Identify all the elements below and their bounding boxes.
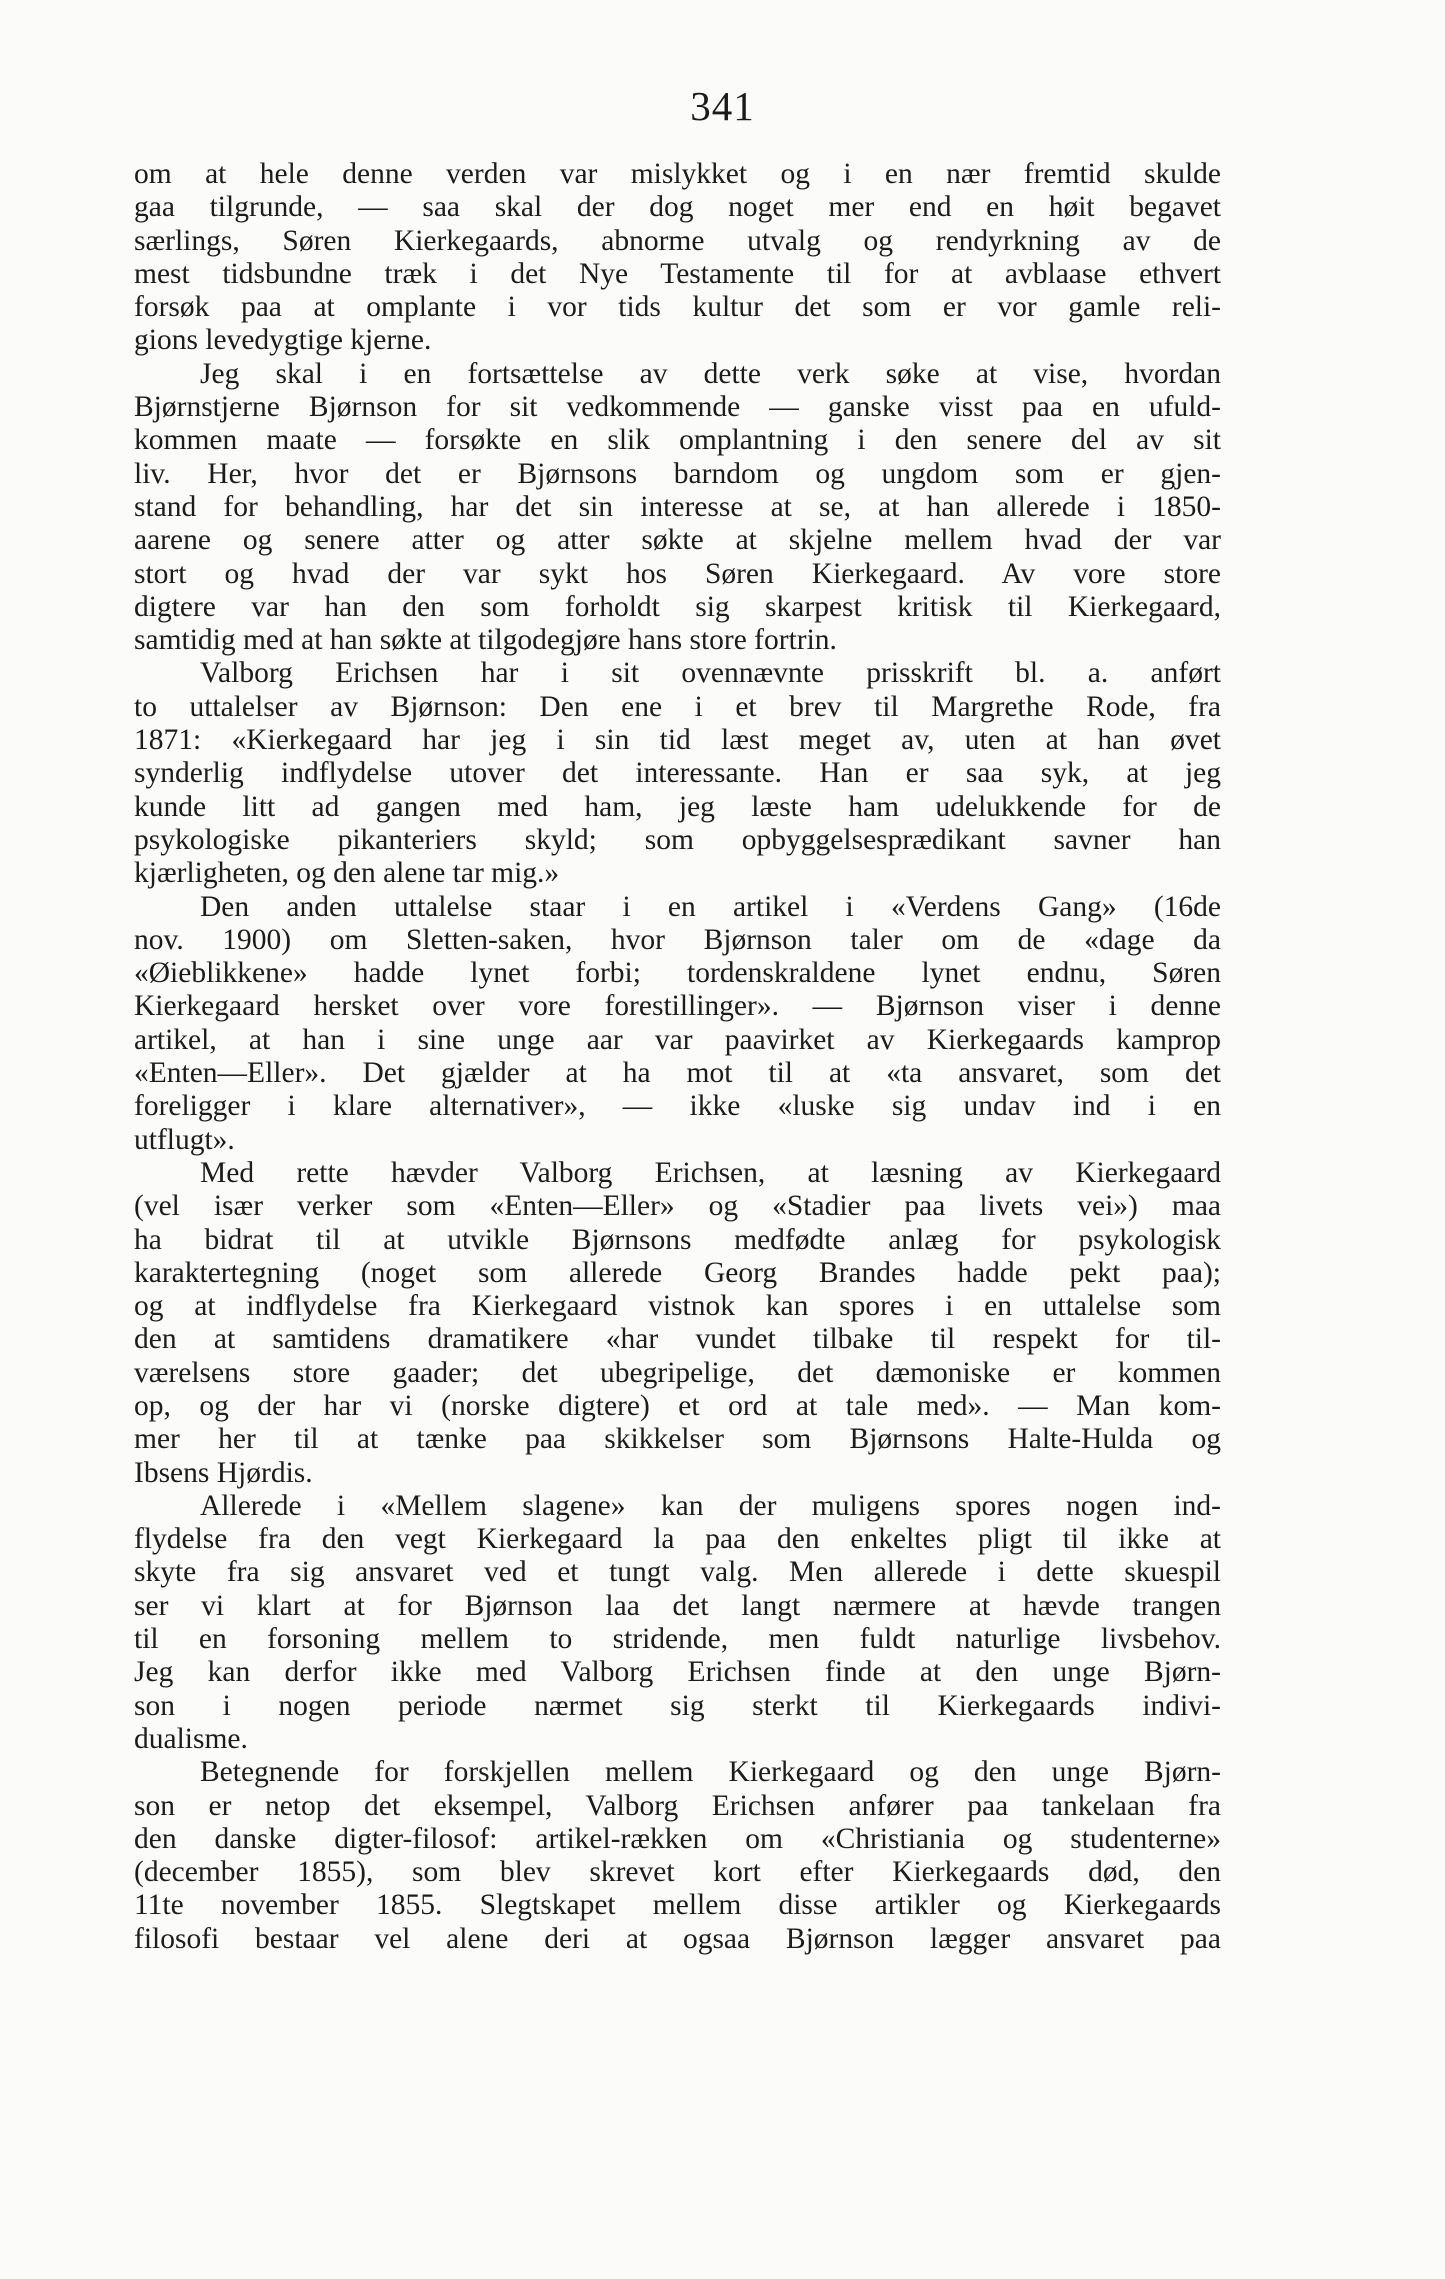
text-line: Med rette hævder Valborg Erichsen, at læsning av Kierkegaard (200, 1156, 1222, 1189)
text-line: artikel, at han i sine unge aar var paavirket av Kierkegaards kamprop (134, 1023, 1221, 1056)
text-line: den at samtidens dramatikere «har vundet tilbake til respekt for til- (134, 1323, 1221, 1356)
text-line: mest tidsbundne træk i det Nye Testamente til for at avblaase ethvert (134, 257, 1221, 290)
text-line: mer her til at tænke paa skikkelser som Bjørnsons Halte-Hulda og (134, 1423, 1221, 1456)
text-line: nov. 1900) om Sletten-saken, hvor Bjørnson taler om de «dage da (134, 923, 1221, 956)
text-line: filosofi bestaar vel alene deri at ogsaa Bjørnson lægger ansvaret paa (134, 1922, 1221, 1955)
body-text (134, 158, 1221, 1956)
text-line: samtidig med at han søkte at tilgodegjøre hans store fortrin. (134, 624, 837, 657)
text-line: stand for behandling, har det sin interesse at se, at han allerede i 1850- (134, 490, 1221, 523)
text-line: (december 1855), som blev skrevet kort efter Kierkegaards død, den (134, 1856, 1221, 1889)
text-line: forsøk paa at omplante i vor tids kultur det som er vor gamle reli- (134, 291, 1222, 324)
text-line: «Enten—Eller». Det gjælder at ha mot til at «ta ansvaret, som det (134, 1057, 1221, 1090)
text-line: kjærligheten, og den alene tar mig.» (134, 857, 560, 890)
text-line: flydelse fra den vegt Kierkegaard la paa den enkeltes pligt til ikke at (134, 1523, 1221, 1556)
text-line: dualisme. (134, 1722, 248, 1755)
text-line: utflugt». (134, 1123, 235, 1156)
text-line: synderlig indflydelse utover det interessante. Han er saa syk, at jeg (134, 757, 1221, 790)
text-line: Jeg kan derfor ikke med Valborg Erichsen finde at den unge Bjørn- (134, 1656, 1221, 1689)
text-line: 1871: «Kierkegaard har jeg i sin tid læst meget av, uten at han øvet (134, 724, 1221, 757)
text-line: særlings, Søren Kierkegaards, abnorme utvalg og rendyrkning av de (134, 224, 1221, 257)
text-line: op, og der har vi (norske digtere) et ord at tale med». — Man kom- (134, 1389, 1221, 1422)
text-line: son er netop det eksempel, Valborg Erichsen anfører paa tankelaan fra (134, 1789, 1221, 1822)
text-line: stort og hvad der var sykt hos Søren Kierkegaard. Av vore store (134, 557, 1222, 590)
text-line: Betegnende for forskjellen mellem Kierkegaard og den unge Bjørn- (200, 1756, 1221, 1789)
text-line: liv. Her, hvor det er Bjørnsons barndom og ungdom som er gjen- (134, 457, 1221, 490)
text-line: digtere var han den som forholdt sig skarpest kritisk til Kierkegaard, (134, 590, 1221, 623)
text-line: Valborg Erichsen har i sit ovennævnte prisskrift bl. a. anført (200, 657, 1221, 690)
text-line: to uttalelser av Bjørnson: Den ene i et brev til Margrethe Rode, fra (134, 690, 1221, 723)
text-line: til en forsoning mellem to stridende, men fuldt naturlige livsbehov. (134, 1623, 1221, 1656)
text-line: gaa tilgrunde, — saa skal der dog noget mer end en høit begavet (134, 191, 1221, 224)
text-line: den danske digter-filosof: artikel-rækken om «Christiania og studenterne» (134, 1822, 1221, 1855)
page-number: 341 (690, 83, 755, 129)
text-line: psykologiske pikanteriers skyld; som opbyggelsesprædikant savner han (134, 823, 1222, 856)
text-line: son i nogen periode nærmet sig sterkt til Kierkegaards indivi- (134, 1689, 1221, 1722)
text-line: Bjørnstjerne Bjørnson for sit vedkommende — ganske visst paa en ufuld- (134, 391, 1222, 424)
text-line: kunde litt ad gangen med ham, jeg læste ham udelukkende for de (134, 790, 1221, 823)
text-line: Kierkegaard hersket over vore forestillinger». — Bjørnson viser i denne (134, 990, 1221, 1023)
text-line: kommen maate — forsøkte en slik omplantning i den senere del av sit (134, 424, 1221, 457)
text-line: Ibsens Hjørdis. (134, 1456, 313, 1489)
text-line: og at indflydelse fra Kierkegaard vistnok kan spores i en uttalelse som (134, 1290, 1221, 1323)
text-line: Den anden uttalelse staar i en artikel i «Verdens Gang» (16de (200, 890, 1221, 923)
text-line: ha bidrat til at utvikle Bjørnsons medfødte anlæg for psykologisk (134, 1223, 1221, 1256)
text-line: Allerede i «Mellem slagene» kan der muligens spores nogen ind- (200, 1489, 1221, 1522)
text-line: 11te november 1855. Slegtskapet mellem disse artikler og Kierkegaards (134, 1889, 1221, 1922)
text-line: karaktertegning (noget som allerede Georg Brandes hadde pekt paa); (134, 1256, 1221, 1289)
text-line: foreligger i klare alternativer», — ikke «luske sig undav ind i en (134, 1090, 1222, 1123)
text-line: (vel især verker som «Enten—Eller» og «Stadier paa livets vei») maa (134, 1190, 1222, 1223)
text-line: ser vi klart at for Bjørnson laa det langt nærmere at hævde trangen (134, 1589, 1221, 1622)
text-line: skyte fra sig ansvaret ved et tungt valg. Men allerede i dette skuespil (134, 1556, 1221, 1589)
text-line: «Øieblikkene» hadde lynet forbi; tordenskraldene lynet endnu, Søren (134, 957, 1221, 990)
text-line: Jeg skal i en fortsættelse av dette verk søke at vise, hvordan (200, 357, 1221, 390)
text-line: værelsens store gaader; det ubegripelige, det dæmoniske er kommen (134, 1356, 1221, 1389)
text-line: om at hele denne verden var mislykket og i en nær fremtid skulde (134, 158, 1221, 190)
text-line: aarene og senere atter og atter søkte at skjelne mellem hvad der var (134, 524, 1221, 557)
text-line: gions levedygtige kjerne. (134, 324, 432, 357)
